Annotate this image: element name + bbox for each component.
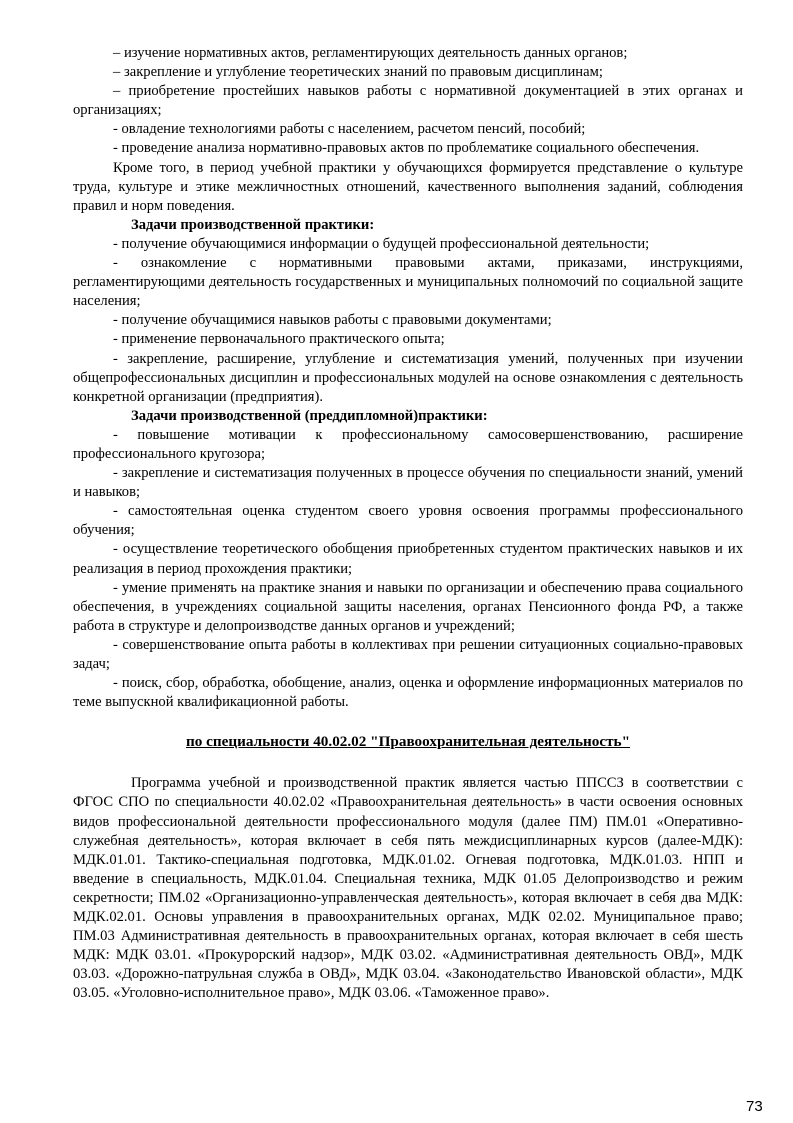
- prediploma-item: - осуществление теоретического обобщения приобретенных студентом практических навыков и их реализация в период прохождения практики;: [73, 541, 743, 577]
- production-item: - ознакомление с нормативными правовыми актами, приказами, инструкциями, регламентирующими деятельность государственных и муниципальных полномочий по социальной защите населения;: [73, 255, 743, 310]
- production-practice-heading: Задачи производственной практики:: [131, 216, 375, 233]
- production-item: - закрепление, расширение, углубление и систематизация умений, полученных при изучении общепрофессиональных дисциплин и профессиональных модулей на основе ознакомления с деятельность конкретной организации (предприятия).: [73, 350, 743, 405]
- section-title: по специальности 40.02.02 "Правоохранительная деятельность": [185, 733, 631, 751]
- prediploma-item: - умение применять на практике знания и навыки по организации и обеспечению права социального обеспечения, в учреждениях социальной защиты населения, органах Пенсионного фонда РФ, а также работа в структуре и делопроизводстве данных органов и учреждений;: [73, 579, 743, 634]
- production-item: - применение первоначального практического опыта;: [113, 331, 445, 348]
- page-number: 73: [746, 1098, 763, 1115]
- intro-item: – приобретение простейших навыков работы с нормативной документацией в этих органах и организациях;: [73, 83, 743, 119]
- document-page: [73, 44, 743, 1004]
- intro-item: - овладение технологиями работы с населением, расчетом пенсий, пособий;: [113, 121, 586, 138]
- section-paragraph: Программа учебной и производственной практик является частью ППССЗ в соответствии с ФГОС СПО по специальности 40.02.02 «Правоохранительная деятельность» в части освоения основных видов профессиональной деятельности профессионального модуля (далее ПМ) ПМ.01 «Оперативно-служебная деятельность», которая включает в себя пять междисциплинарных курсов (далее-МДК): МДК.01.01. Тактико-специальная подготовка, МДК.01.02. Огневая подготовка, МДК.01.03. НПП и введение в специальность, МДК.01.04. Специальная техника, МДК 01.05 Делопроизводство и режим секретности; ПМ.02 «Организационно-управленческая деятельность», которая включает в себя два МДК: МДК.02.01. Основы управления в правоохранительных органах, МДК 02.02. Муниципальное право; ПМ.03 Административная деятельность в правоохранительных органах, которая включает в себя шесть МДК: МДК 03.01. «Прокурорский надзор», МДК 03.02. «Административная деятельность ОВД», МДК 03.03. «Дорожно-патрульная служба в ОВД», МДК 03.04. «Законодательство Ивановской области», МДК 03.05. «Уголовно-исполнительное право», МДК 03.06. «Таможенное право».: [73, 775, 743, 1002]
- prediploma-item: - повышение мотивации к профессиональному самосовершенствованию, расширение профессионального кругозора;: [73, 426, 743, 462]
- prediploma-item: - самостоятельная оценка студентом своего уровня освоения программы профессионального обучения;: [73, 503, 743, 539]
- intro-item: - проведение анализа нормативно-правовых актов по проблематике социального обеспечения.: [113, 140, 700, 157]
- intro-item: – изучение нормативных актов, регламентирующих деятельность данных органов;: [113, 45, 628, 61]
- production-item: - получение обучающимися информации о будущей профессиональной деятельности;: [113, 235, 650, 252]
- prediploma-item: - закрепление и систематизация полученных в процессе обучения по специальности знаний, умений и навыков;: [73, 465, 743, 501]
- intro-paragraph: Кроме того, в период учебной практики у обучающихся формируется представление о культуре труда, культуре и этике межличностных отношений, качественного выполнения заданий, соблюдения правил и норм поведения.: [73, 159, 743, 214]
- production-item: - получение обучащимися навыков работы с правовыми документами;: [113, 312, 552, 329]
- prediploma-item: - совершенствование опыта работы в коллективах при решении ситуационных социально-правовых задач;: [73, 636, 743, 672]
- prediploma-practice-heading: Задачи производственной (преддипломной)практики:: [131, 407, 488, 424]
- prediploma-item: - поиск, сбор, обработка, обобщение, анализ, оценка и оформление информационных материалов по теме выпускной квалификационной работы.: [73, 675, 743, 711]
- intro-item: – закрепление и углубление теоретических знаний по правовым дисциплинам;: [113, 64, 603, 81]
